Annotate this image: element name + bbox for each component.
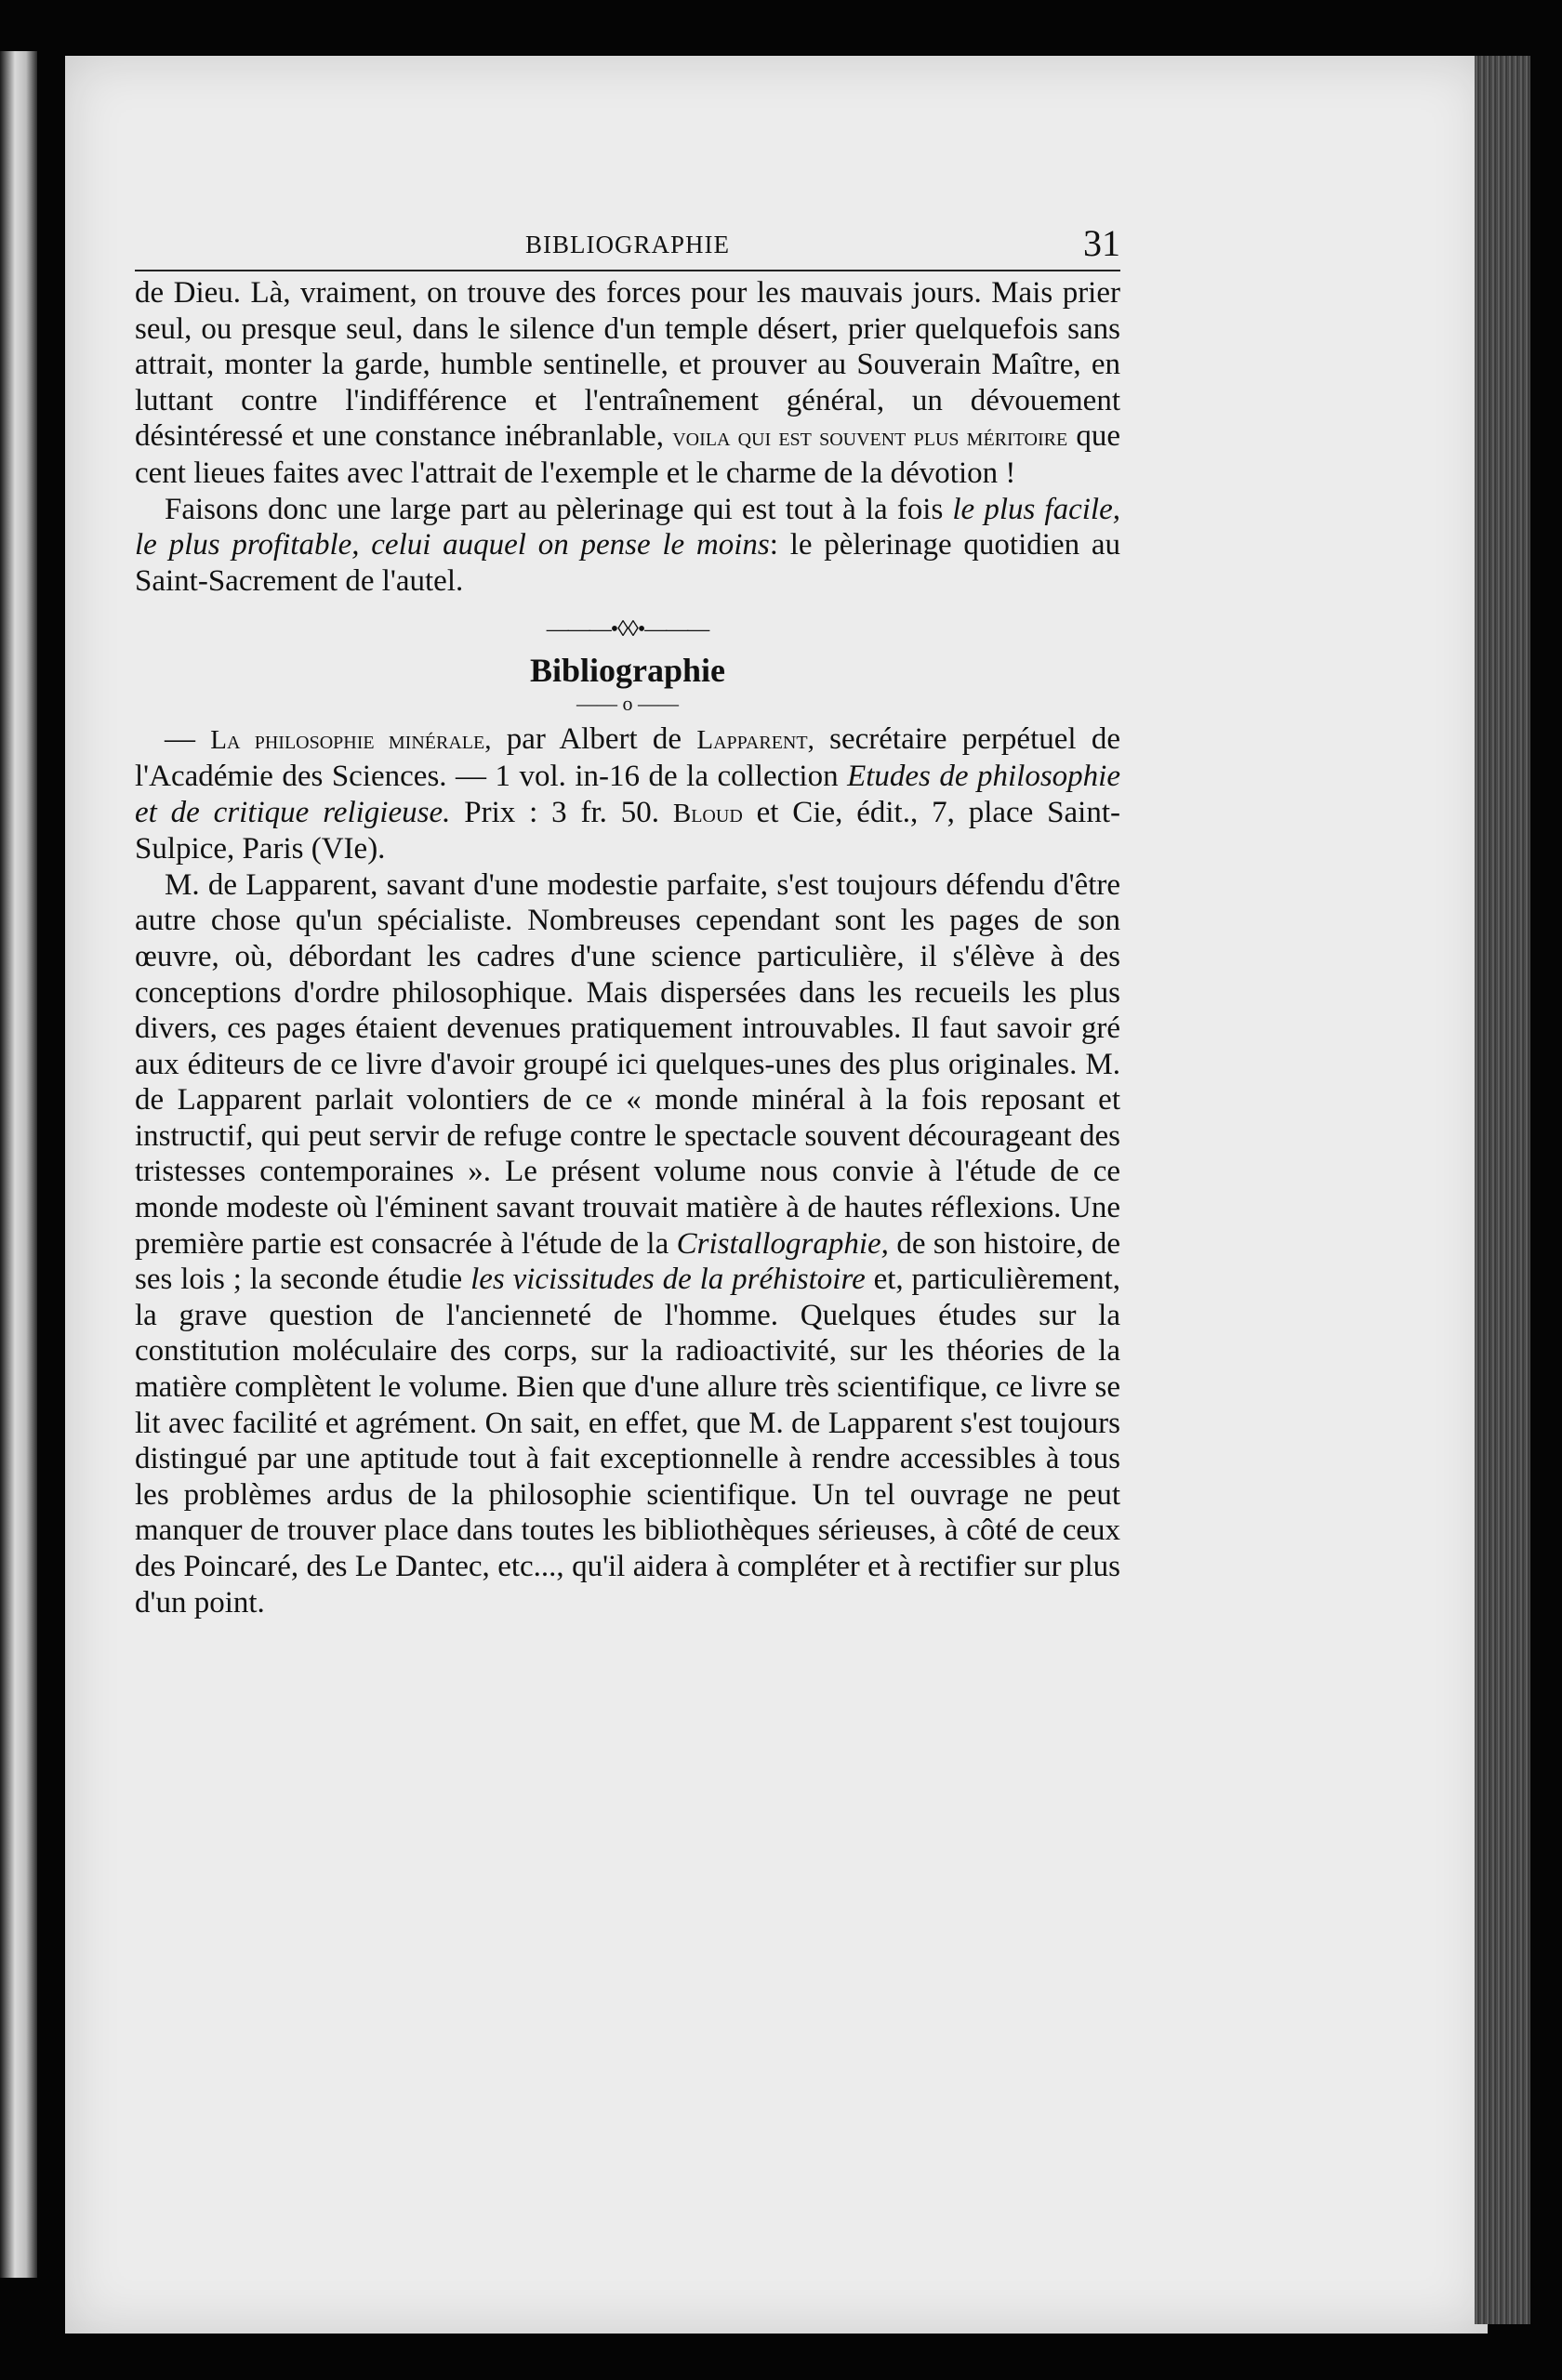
paragraph-2-text-a: Faisons donc une large part au pèlerinage qui est tout à la fois <box>165 492 944 526</box>
entry-publisher: Bloud <box>672 798 743 828</box>
paragraph-1-text-b: que cent lieues faites avec l'attrait de l'exemple et le charme de la dévotion ! <box>135 419 1121 490</box>
paragraph-1-small-caps: voila qui est souvent plus méritoire <box>672 422 1068 453</box>
book-spine <box>1475 56 1530 2324</box>
running-head-title: BIBLIOGRAPHIE <box>525 231 730 258</box>
ornament-divider: ———•◊◊•——— <box>546 617 709 642</box>
paragraph-2-text-b: : le pèlerinage quotidien au Saint-Sacrement de l'autel. <box>135 528 1120 598</box>
entry-title: La philosophie minérale, <box>210 725 492 756</box>
facing-page-edge <box>0 51 37 2278</box>
review-italic-b: les vicissitudes de la préhistoire <box>470 1263 866 1297</box>
entry-dash: — <box>165 722 211 757</box>
entry-collection: Etudes de philosophie et de critique religieuse. <box>135 759 1120 829</box>
review-text-b: de son histoire, de ses lois ; la seconde étudie <box>135 1226 1120 1297</box>
review-text-a: M. de Lapparent, savant d'une modestie parfaite, s'est toujours défendu d'être autre chose qu'un spécialiste. Nombreuses cependant sont les pages de son œuvre, où, débordant les cadres d'une science particulière, il s'élève à des conceptions d'ordre philosophique. Mais dispersées dans les recueils les plus divers, ces pages étaient devenues pratiquement introuvables. Il faut savoir gré aux éditeurs de ce livre d'avoir groupé ici quelques-unes des plus originales. M. de Lapparent parlait volontiers de ce « monde minéral à la fois reposant et instructif, qui peut servir de refuge contre le spectacle souvent décourageant des tristesses contemporaines ». Le présent volume nous convie à l'étude de ce monde modeste où l'éminent savant trouvait matière à de hautes réflexions. Une première partie est consacrée à l'étude de la <box>135 867 1120 1261</box>
entry-text-1: secrétaire perpétuel de l'Académie des Sciences. — 1 vol. in-16 de la collection <box>135 722 1120 793</box>
entry-text-2: Prix : 3 fr. 50. <box>450 795 673 829</box>
section-ornament: —— o —— <box>576 692 679 716</box>
section-title: Bibliographie <box>529 652 726 690</box>
page-content <box>135 214 1120 1620</box>
entry-text-3: et Cie, édit., 7, place Saint-Sulpice, Paris (VIe). <box>135 795 1121 866</box>
entry-by: par Albert de <box>491 722 697 757</box>
paragraph-2 <box>135 492 1120 600</box>
review-paragraph <box>135 867 1120 1620</box>
paragraph-2-italic: le plus facile, le plus profitable, celui auquel on pense le moins <box>135 492 1120 562</box>
entry-author: Lapparent, <box>696 725 814 756</box>
review-italic-a: Cristallographie, <box>676 1226 889 1261</box>
paragraph-1 <box>135 275 1120 492</box>
page-number: 31 <box>1083 222 1120 264</box>
paragraph-1-text-a: de Dieu. Là, vraiment, on trouve des forces pour les mauvais jours. Mais prier seul, ou presque seul, dans le silence d'un temple désert, prier quelquefois sans attrait, monter la garde, humble sentinelle, et prouver au Souverain Maître, en luttant contre l'indifférence et l'entraînement général, un dévouement désintéressé et une constance inébranlable, <box>135 276 1120 454</box>
review-text-c: et, particulièrement, la grave question de l'ancienneté de l'homme. Quelques études sur la constitution moléculaire des corps, sur la radioactivité, sur les théories de la matière complètent le volume. Bien que d'une allure très scientifique, ce livre se lit avec facilité et agrément. On sait, en effet, que M. de Lapparent s'est toujours distingué par une aptitude tout à fait exceptionnelle à rendre accessibles à tous les problèmes ardus de la philosophie scientifique. Un tel ouvrage ne peut manquer de trouver place dans toutes les bibliothèques sérieuses, à côté de ceux des Poincaré, des Le Dantec, etc..., qu'il aidera à compléter et à rectifier sur plus d'un point. <box>135 1263 1120 1620</box>
bibliographic-entry <box>135 721 1120 866</box>
running-head <box>135 214 1120 271</box>
